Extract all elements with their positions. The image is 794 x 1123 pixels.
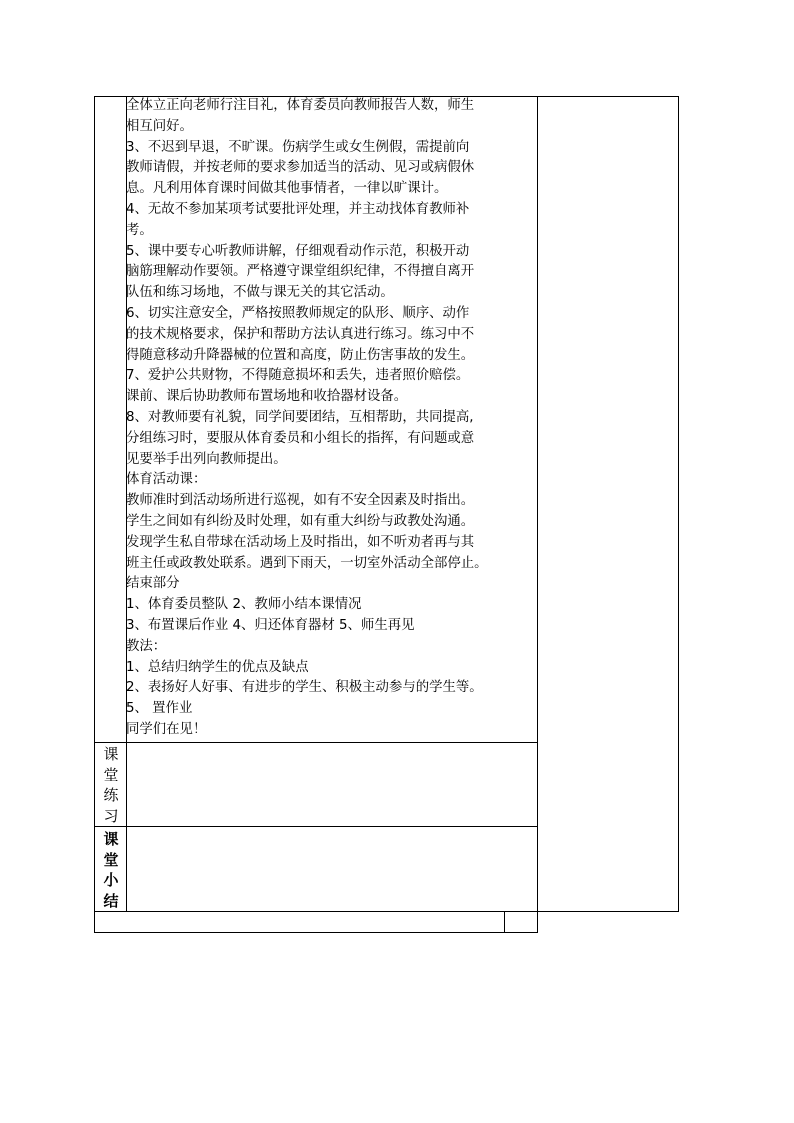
content-line: 教师请假，并按老师的要求参加适当的活动、见习或病假休 — [126, 160, 475, 176]
content-line: 相互问好。 — [126, 118, 193, 134]
content-line: 队伍和练习场地，不做与课无关的其它活动。 — [126, 285, 394, 301]
content-line: 1、总结归纳学生的优点及缺点 — [126, 659, 309, 675]
content-line: 5、 置作业 — [126, 701, 193, 717]
row-divider-content-end — [94, 742, 538, 743]
row-divider-practice-end — [94, 826, 538, 827]
content-line: 5、课中要专心听教师讲解，仔细观看动作示范，积极开动 — [126, 243, 470, 259]
content-line: 发现学生私自带球在活动场上及时指出，如不听劝者再与其 — [126, 534, 475, 550]
classroom-summary-label: 课 堂 小 结 — [103, 830, 119, 910]
content-line: 教师准时到活动场所进行巡视，如有不安全因素及时指出。 — [126, 493, 475, 509]
content-line: 2、表扬好人好事、有进步的学生、积极主动参与的学生等。 — [126, 680, 483, 696]
content-line: 教法： — [126, 638, 167, 654]
content-line: 学生之间如有纠纷及时处理，如有重大纠纷与政教处沟通。 — [126, 513, 475, 529]
content-line: 息。凡利用体育课时间做其他事情者，一律以旷课计。 — [126, 181, 448, 197]
content-line: 4、无故不参加某项考试要批评处理，并主动找体育教师补 — [126, 201, 470, 217]
content-line: 体育活动课： — [126, 472, 207, 488]
content-line: 课前、课后协助教师布置场地和收拾器材设备。 — [126, 389, 408, 405]
content-line: 的技术规格要求，保护和帮助方法认真进行练习。练习中不 — [126, 326, 475, 342]
content-line: 结束部分 — [126, 576, 180, 592]
content-line: 分组练习时，要服从体育委员和小组长的指挥，有问题或意 — [126, 430, 475, 446]
content-line: 考。 — [126, 222, 153, 238]
content-line: 8、对教师要有礼貌，同学间要团结，互相帮助，共同提高, — [126, 409, 474, 425]
classroom-practice-label: 课 堂 练 习 — [103, 745, 119, 825]
content-line: 7、爱护公共财物，不得随意损坏和丢失，违者照价赔偿。 — [126, 368, 470, 384]
content-line: 同学们在见！ — [126, 721, 207, 737]
lesson-content — [126, 96, 540, 741]
content-line: 1、体育委员整队 2、教师小结本课情况 — [126, 597, 362, 613]
content-line: 6、切实注意安全，严格按照教师规定的队形、顺序、动作 — [126, 305, 470, 321]
content-line: 全体立正向老师行注目礼，体育委员向教师报告人数，师生 — [126, 98, 475, 113]
content-line: 3、布置课后作业 4、归还体育器材 5、师生再见 — [126, 617, 415, 633]
table-footer-row — [94, 911, 538, 933]
content-line: 得随意移动升降器械的位置和高度，防止伤害事故的发生。 — [126, 347, 475, 363]
footer-row-divider — [504, 911, 505, 933]
content-line: 班主任或政教处联系。遇到下雨天，一切室外活动全部停止。 — [126, 555, 488, 571]
content-line: 3、不迟到早退，不旷课。伤病学生或女生例假，需提前向 — [126, 139, 470, 155]
content-line: 脑筋理解动作要领。严格遵守课堂组织纪律，不得擅自离开 — [126, 264, 475, 280]
content-line: 见要举手出列向教师提出。 — [126, 451, 287, 467]
